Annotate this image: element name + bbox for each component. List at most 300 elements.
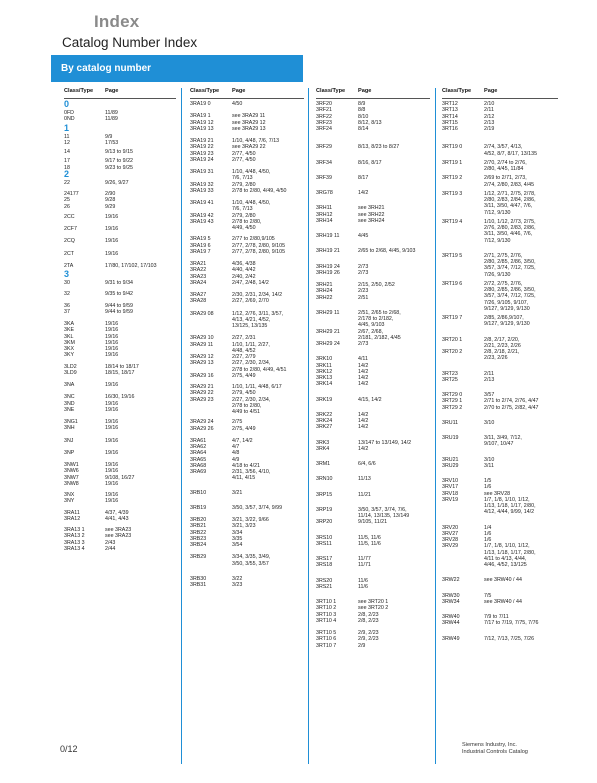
page-title: Catalog Number Index: [62, 35, 198, 50]
class-type: 3RT19 1: [442, 159, 463, 166]
page-ref: 2/15, 2/50, 2/52: [358, 282, 395, 288]
class-type: 3NW1: [64, 462, 79, 468]
class-type: 3RT10 1: [316, 599, 337, 605]
page-ref: 9/29: [105, 203, 116, 210]
page-ref: 2/9: [358, 642, 366, 649]
class-type: 3KL: [64, 333, 74, 340]
section-heading-row: [64, 101, 176, 110]
page-ref: 3/57: [484, 392, 495, 398]
page-ref: 11/89: [105, 110, 118, 116]
class-type: 3RK12: [316, 368, 333, 375]
class-type: 2CC: [64, 213, 75, 220]
index-row: [64, 214, 176, 220]
index-row: [190, 409, 304, 415]
page-ref: 2/78 to 2/80, 4/49, 4/50: [232, 187, 287, 194]
class-type: 3RV29: [442, 543, 459, 550]
class-type: 3RA19 12: [190, 119, 214, 126]
class-type: 3RB29: [190, 554, 207, 561]
page-ref: 19/16: [105, 400, 119, 407]
class-type: 3RT19 0: [442, 144, 463, 151]
class-type: 3RH11: [316, 205, 333, 212]
page-ref: 1/10, 1/11, 4/48, 6/17: [232, 384, 282, 390]
class-type: 3RA29 11: [190, 341, 214, 348]
class-type: 3RP15: [316, 491, 333, 498]
page-ref: 4/15, 14/2: [358, 396, 382, 403]
index-row: [64, 149, 176, 155]
page-ref: 1/10, 4/48, 4/50,: [232, 169, 271, 175]
page-ref: 2/70 to 2/75, 2/82, 4/47: [484, 404, 539, 411]
class-type: 3KY: [64, 352, 75, 359]
class-type: 3RH19 26: [316, 269, 340, 276]
page-ref: 2/67, 2/68,: [358, 328, 384, 335]
index-column: [442, 88, 558, 642]
index-row: [190, 561, 304, 567]
index-row: [316, 492, 430, 498]
class-type: 3RH19 21: [316, 248, 340, 255]
index-row: [442, 463, 558, 469]
page-ref: 19/16: [105, 339, 119, 346]
class-type: 3RS21: [316, 583, 333, 590]
index-row: [64, 450, 176, 456]
class-type: 3KX: [64, 346, 75, 352]
class-type: 3RA19 24: [190, 156, 214, 163]
index-row: [316, 175, 430, 181]
class-type: 3RA19 41: [190, 200, 214, 206]
class-type: 3RB31: [190, 582, 207, 588]
class-type: 3RA29 16: [190, 372, 214, 379]
index-row: [442, 599, 558, 605]
page-ref: 19/16: [105, 492, 119, 498]
class-type: 3RA29 21: [190, 384, 214, 390]
index-row: [190, 542, 304, 548]
class-type: 3RA29 24: [190, 419, 214, 426]
index-row: [316, 397, 430, 403]
index-row: [442, 441, 558, 447]
page-ref: 11/89: [105, 116, 118, 123]
column-header-class: Class/Type: [316, 88, 346, 94]
page-ref: 19/16: [105, 327, 119, 334]
class-type: 3NX: [64, 492, 75, 498]
class-type: 3RH14: [316, 217, 333, 224]
index-row: [190, 225, 304, 231]
class-type: 3RA13 1: [64, 527, 85, 533]
section-band: [51, 55, 303, 82]
class-type: 3NG1: [64, 419, 78, 425]
class-type: 3NJ: [64, 437, 74, 444]
class-type: 3RT10 7: [316, 642, 337, 649]
page-ref: 3/34, 3/35, 3/49,: [232, 554, 271, 561]
class-type: 36: [64, 302, 70, 309]
class-type: 3RB20: [190, 517, 207, 523]
class-type: 3RH24: [316, 288, 333, 295]
class-type: 3RK24: [316, 418, 333, 424]
index-row: [64, 438, 176, 444]
page-ref: 2/78 to 2/80,: [232, 218, 262, 225]
index-row: [316, 341, 430, 347]
class-type: 3RW49: [442, 635, 460, 642]
class-type: 2CQ: [64, 238, 75, 245]
class-type: 3RT13: [442, 107, 458, 114]
class-type: 3RW40: [442, 614, 460, 620]
class-type: 3RK4: [316, 445, 330, 452]
class-type: 3RF39: [316, 174, 332, 181]
column-header-class: Class/Type: [190, 88, 220, 94]
index-row: [442, 210, 558, 216]
class-type: 3RA62: [190, 444, 207, 450]
page-ref: 1/5: [484, 478, 492, 484]
class-type: 3RK11: [316, 362, 332, 369]
page-ref: 4/46, 4/52, 13/125: [484, 562, 527, 568]
page-ref: 4/11 to 4/13, 4/44,: [484, 555, 527, 562]
index-row: [64, 140, 176, 146]
class-type: 3RS10: [316, 534, 333, 541]
index-row: [442, 377, 558, 383]
section-heading-row: [64, 271, 176, 280]
page-ref: 9/31 to 9/34: [105, 280, 133, 286]
class-type: 3RA29 13: [190, 360, 214, 367]
class-type: 3RB30: [190, 575, 207, 582]
page-ref: 2/71 to 2/74, 2/76, 4/47: [484, 398, 539, 405]
class-type: 18: [64, 164, 70, 171]
page-ref: 4/41, 4/43: [105, 515, 129, 522]
class-type: 3NH: [64, 425, 75, 432]
class-type: 3RV19: [442, 496, 459, 503]
catalog-name: Industrial Controls Catalog: [462, 749, 528, 755]
class-type: 3RA29 23: [190, 396, 214, 403]
index-row: [190, 101, 304, 107]
class-type: 3RW34: [442, 598, 460, 605]
page-ref: 2/73: [358, 269, 369, 276]
index-row: [64, 116, 176, 122]
class-type: 3NC: [64, 394, 75, 401]
page-ref: 19/16: [105, 352, 119, 359]
class-type: 3RS18: [316, 562, 333, 569]
page-ref: 19/16: [105, 333, 119, 340]
page-ref: 3/34: [232, 529, 243, 536]
class-type: 17: [64, 158, 70, 165]
index-row: [190, 249, 304, 255]
index-row: [64, 280, 176, 286]
page-ref: 4/49, 4/50: [232, 225, 256, 231]
class-type: 3RT25: [442, 376, 458, 383]
page-ref: 2/13: [484, 376, 495, 383]
page-ref: 9/127, 9/129, 9/130: [484, 321, 530, 328]
page-ref: 2/27, 2/30, 2/34,: [232, 396, 271, 403]
class-type: 3RT10 2: [316, 605, 337, 612]
column-divider: [308, 88, 309, 764]
class-type: 30: [64, 280, 70, 286]
class-type: 3RA28: [190, 298, 207, 305]
page-ref: 2/79, 4/50: [232, 390, 256, 397]
page-ref: 2/76, 2/80, 2/83, 2/86,: [484, 225, 536, 231]
class-type: 11: [64, 133, 70, 140]
class-type: 3RA19 13: [190, 125, 214, 132]
class-type: 3RA13 3: [64, 539, 85, 546]
class-type: 3RA64: [190, 450, 207, 457]
index-row: [316, 519, 430, 525]
class-type: 3RA13 2: [64, 533, 85, 540]
class-type: 3RB23: [190, 535, 207, 542]
index-row: [442, 182, 558, 188]
page-ref: 9/28: [105, 197, 116, 204]
page-ref: 9/9: [105, 133, 113, 140]
page-ref: 2/47, 2/48, 14/2: [232, 279, 269, 286]
class-type: 3LD9: [64, 369, 77, 376]
page-ref: 1/7, 1/8, 1/10, 1/12,: [484, 496, 530, 503]
index-row: [442, 238, 558, 244]
class-type: 26: [64, 203, 70, 210]
page-ref: 14/2: [358, 418, 369, 424]
class-type: 3NY: [64, 498, 75, 505]
class-type: 3RT10 5: [316, 630, 337, 636]
page-ref: see 3RV28: [484, 490, 511, 497]
page-ref: 2/31, 3/56, 4/10,: [232, 469, 271, 475]
page-ref: 11/5, 11/6: [358, 540, 381, 547]
index-row: [442, 126, 558, 132]
page-ref: 3/21, 3/22, 9/66: [232, 517, 269, 523]
index-row: [190, 280, 304, 286]
page-ref: 2/12: [484, 113, 495, 120]
class-type: 3RT10 6: [316, 636, 337, 643]
page-ref: 17/53: [105, 139, 119, 146]
index-row: [316, 126, 430, 132]
index-row: [316, 160, 430, 166]
page-ref: 9/105, 11/21: [358, 519, 388, 526]
section-heading-row: [64, 122, 176, 134]
page-ref: 8/10: [358, 113, 369, 120]
index-row: [64, 546, 176, 552]
page-ref: 11/5, 11/6: [358, 534, 381, 541]
class-type: 3RT19 5: [442, 252, 463, 259]
page-ref: 7/26, 9/105, 9/107,: [484, 299, 529, 306]
page-ref: 4/11, 4/15: [232, 475, 256, 482]
column-header-class: Class/Type: [64, 88, 94, 94]
index-row: [64, 309, 176, 315]
class-type: 3RA13 4: [64, 545, 85, 552]
class-type: 3RT29 1: [442, 398, 463, 405]
class-type: 3RA19 22: [190, 144, 214, 151]
page-ref: 1/6: [484, 537, 492, 543]
column-header-page: Page: [232, 88, 246, 94]
column-header: [190, 88, 304, 99]
class-type: 0ND: [64, 116, 75, 123]
page-ref: 9/13 to 9/15: [105, 149, 133, 155]
page-ref: 3/57, 3/74, 7/12, 7/25,: [484, 265, 536, 272]
index-row: [64, 263, 176, 269]
index-row: [316, 541, 430, 547]
section-heading: 0: [64, 99, 70, 109]
class-type: 3RP20: [316, 519, 333, 526]
class-type: 3RT19 2: [442, 175, 463, 182]
class-type: 3RA19 7: [190, 248, 211, 255]
page-ref: 8/13, 8/23 to 8/27: [358, 144, 400, 151]
index-row: [190, 426, 304, 432]
class-type: 3KA: [64, 321, 75, 327]
page-ref: 2/11: [484, 370, 494, 377]
class-type: 25: [64, 197, 70, 204]
page-ref: see 3RA23: [105, 533, 132, 540]
page-ref: 2/73: [358, 341, 369, 347]
index-row: [316, 562, 430, 568]
page-ref: 18/14 to 18/17: [105, 363, 139, 370]
class-type: 3NA: [64, 382, 75, 388]
page-ref: 2/69 to 2/71, 2/73,: [484, 175, 527, 182]
index-row: [442, 509, 558, 515]
page-ref: see 3RH21: [358, 205, 385, 212]
class-type: 3RA27: [190, 292, 207, 298]
index-column: [64, 88, 176, 552]
class-type: 3RF24: [316, 126, 332, 132]
class-type: 3KE: [64, 327, 75, 334]
page-ref: see 3RH24: [358, 217, 385, 224]
index-row: [442, 321, 558, 327]
page-ref: see 3RA29 12: [232, 119, 266, 126]
class-type: 3NE: [64, 406, 75, 413]
class-type: 3RA11: [64, 509, 80, 516]
index-row: [442, 405, 558, 411]
page-ref: 2/8, 2/17, 2/20,: [484, 336, 520, 343]
index-row: [190, 475, 304, 481]
class-type: 3RV28: [442, 537, 459, 543]
page-ref: 2/65 to 2/68, 4/45, 9/103: [358, 248, 416, 255]
page-ref: 4/8: [232, 450, 240, 457]
page-ref: 3/11, 3/50, 4/46, 7/6,: [484, 231, 533, 238]
page-ref: 2/21, 2/23, 2/26: [484, 342, 521, 349]
page-ref: 19/16: [105, 346, 119, 352]
index-row: [190, 490, 304, 496]
page-ref: 2/40, 2/42: [232, 273, 256, 280]
index-column: [190, 88, 304, 588]
index-row: [316, 270, 430, 276]
class-type: 3RA19 0: [190, 101, 211, 107]
page-ref: 11/71: [358, 562, 371, 569]
page-ref: see 3RW40 / 44: [484, 577, 522, 584]
section-heading: 3: [64, 269, 70, 279]
class-type: 3RV20: [442, 524, 459, 531]
class-type: 3RP19: [316, 506, 333, 513]
class-type: 3RA65: [190, 456, 207, 463]
page-ref: see 3RW40 / 44: [484, 598, 522, 605]
index-row: [64, 370, 176, 376]
page-ref: 19/16: [105, 498, 119, 505]
class-type: 3RA24: [190, 279, 207, 286]
index-row: [64, 291, 176, 297]
class-type: 3RB21: [190, 523, 207, 530]
index-row: [442, 620, 558, 626]
page-ref: 3/23: [232, 582, 243, 588]
class-type: 3RT19 4: [442, 218, 463, 225]
page-ref: 2/27, 2/69, 2/70: [232, 298, 269, 305]
page-ref: 3/10: [484, 456, 495, 463]
column-header-class: Class/Type: [442, 88, 472, 94]
page-ref: 4/45, 9/103: [358, 322, 385, 329]
page-ref: 2/77, 2/78, 2/80, 9/105: [232, 248, 286, 255]
page-ref: 2/27, 2/30, 2/34,: [232, 360, 271, 367]
page-ref: 9/108, 16/27: [105, 474, 135, 481]
page-ref: see 3RA23: [105, 527, 132, 533]
page-ref: 8/9: [358, 101, 366, 107]
column-header-page: Page: [105, 88, 119, 94]
page-ref: 7/5: [484, 592, 492, 599]
class-type: 3RB10: [190, 489, 207, 496]
page-ref: 1/6: [484, 484, 492, 491]
page-ref: 4/9: [232, 456, 240, 463]
class-type: 3RU11: [442, 419, 459, 426]
class-type: 3RT16: [442, 126, 458, 132]
class-type: 3RA12: [64, 515, 81, 522]
page-ref: 2/11: [484, 107, 494, 114]
page-ref: 2/51, 2/65 to 2/68,: [358, 309, 401, 316]
class-type: 3KM: [64, 339, 75, 346]
page-ref: 11/6: [358, 577, 368, 584]
page-ref: 2/43: [105, 539, 116, 546]
page-ref: 2/80, 4/45, 11/84: [484, 166, 524, 172]
page-ref: 2/75, 4/49: [232, 372, 256, 379]
page-ref: 18/15, 18/17: [105, 369, 135, 376]
class-type: 3RF29: [316, 144, 332, 151]
page-ref: 4/7: [232, 444, 240, 450]
page-ref: 3/50, 3/55, 3/57: [232, 560, 269, 567]
class-type: 0FD: [64, 110, 75, 116]
page-ref: 14/2: [358, 411, 369, 418]
page-ref: 2/27, 2/31: [232, 335, 256, 342]
class-type: 3RF34: [316, 159, 332, 166]
index-row: [316, 190, 430, 196]
index-row: [316, 248, 430, 254]
class-type: 3RW30: [442, 592, 460, 599]
column-header-page: Page: [484, 88, 498, 94]
class-type: 2TA: [64, 262, 74, 269]
class-type: 3RH29 24: [316, 341, 340, 347]
index-row: [190, 582, 304, 588]
page-ref: 2/70, 2/74 to 2/76,: [484, 159, 527, 166]
page-ref: 7/6, 7/13: [232, 175, 253, 182]
page-ref: 2/10: [484, 101, 495, 107]
page-ref: 2/73: [358, 263, 369, 270]
page-ref: 2/80, 2/85, 2/86, 3/50,: [484, 287, 536, 293]
page-ref: 2/71, 2/75, 2/76,: [484, 252, 523, 259]
column-divider: [181, 88, 182, 764]
class-type: 3RA29 26: [190, 425, 214, 432]
column-divider: [435, 88, 436, 764]
page-ref: see 3RT20 2: [358, 605, 389, 612]
class-type: 3RV27: [442, 530, 459, 537]
index-row: [64, 226, 176, 232]
page-ref: 3/57, 3/74, 7/12, 7/25,: [484, 293, 536, 300]
page-ref: 9/17 to 9/22: [105, 158, 133, 165]
page-ref: 2/23: [358, 288, 369, 295]
class-type: 3NP: [64, 449, 75, 456]
page-ref: 19/16: [105, 321, 119, 327]
class-type: 3RF23: [316, 119, 332, 126]
index-row: [316, 643, 430, 649]
index-row: [442, 272, 558, 278]
class-type: 3LD2: [64, 363, 77, 370]
class-type: 3RT19 6: [442, 280, 463, 287]
page-ref: 19/16: [105, 437, 119, 444]
class-type: 3RA29 08: [190, 310, 214, 317]
page-ref: 7/6, 7/13: [232, 206, 253, 213]
page-ref: 4/40, 4/42: [232, 267, 256, 274]
index-row: [316, 424, 430, 430]
index-row: [442, 577, 558, 583]
class-type: 3NW7: [64, 474, 79, 481]
index-row: [442, 562, 558, 568]
page-number: 0/12: [60, 744, 78, 754]
page-ref: 2/19: [484, 126, 495, 132]
class-type: 3RH19 24: [316, 263, 340, 270]
page-ref: 2/178 to 2/182,: [358, 316, 394, 322]
